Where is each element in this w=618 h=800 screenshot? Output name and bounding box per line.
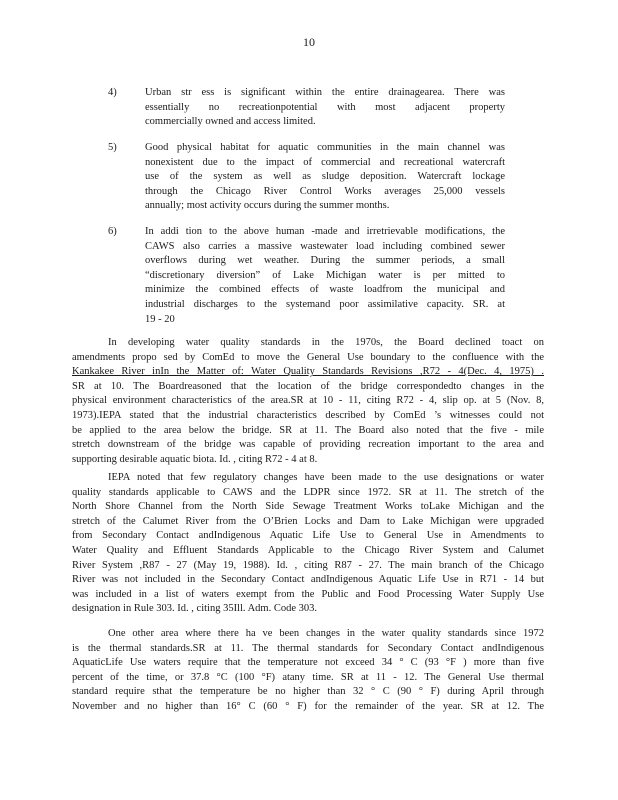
text-line: physical environment characteristics of the area.SR at 10 - 11, citing R72 - 4, slip op. at 5 (Nov. 8, [72,395,544,407]
text-line: “discretionary diversion” of Lake Michigan water is per mitted to [145,269,505,281]
list-number: 5) [108,142,117,153]
text-line: quality standards applicable to CAWS and the LDPR since 1972. SR at 11. The stretch of the [72,486,544,498]
text-line: through the Chicago River Control Works averages 25,000 vessels [145,185,505,197]
text-line: use of the system as well as sludge deposition. Watercraft lockage [145,171,505,183]
text-line: is the thermal standards.SR at 11. The thermal standards for Secondary Contact andIndigenous [72,642,544,654]
text-line: In developing water quality standards in the 1970s, the Board declined toact on [108,337,544,348]
text-line: River System ,R87 - 27 (May 19, 1988). Id. , citing R87 - 27. The main branch of the Chicago [72,559,544,571]
text-line: from Secondary Contact andIndigenous Aquatic Life Use to General Use in Amendments to [72,530,544,542]
text-line: IEPA noted that few regulatory changes have been made to the use designations or water [108,472,544,483]
text-line: essentially no recreationpotential with most adjacent property [145,101,505,113]
text-line: River was not included in the Secondary Contact andIndigenous Aquatic Life Use in R71 - 14 but [72,574,544,586]
body-paragraph [72,627,544,715]
text-line: In addi tion to the above human -made and irretrievable modifications, the [145,226,505,237]
text-line: overflows during wet weather. During the summer periods, a small [145,255,505,267]
text-line: AquaticLife Use waters require that the temperature not exceed 34 ° C (93 °F ) more than five [72,657,544,669]
text-line: CAWS also carries a massive wastewater load including combined sewer [145,240,505,252]
text-line: industrial discharges to the systemand poor assimilative capacity. SR. at [145,298,505,310]
text-line: One other area where there ha ve been changes in the water quality standards since 1972 [108,628,544,639]
body-paragraph [72,471,544,617]
text-line: designation in Rule 303. Id. , citing 35Ill. Adm. Code 303. [72,603,317,615]
text-line: November and no higher than 16° C (60 ° F) for the remainder of the year. SR at 12. The [72,700,544,712]
text-line: Urban str ess is significant within the entire drainagearea. There was [145,87,505,98]
text-line: Good physical habitat for aquatic communities in the main channel was [145,142,505,153]
text-line: Water Quality and Effluent Standards Applicable to the Chicago River System and Calumet [72,544,544,556]
text-line: was included in a list of waters exempt from the Public and Food Processing Water Supply Use [72,588,544,600]
text-line: 19 - 20 [145,313,175,325]
text-line: stretch downstream of the bridge was capable of providing recreation important to the area and [72,439,544,451]
text-line: supporting desirable aquatic biota. Id. , citing R72 - 4 at 8. [72,453,318,465]
list-number: 4) [108,87,117,98]
text-line: nonexistent due to the impact of commercial and recreational watercraft [145,156,505,168]
body-paragraph [72,336,544,467]
list-text [145,225,505,327]
list-text [145,141,505,214]
list-text [145,86,505,130]
text-line: be applied to the area below the bridge. SR at 11. The Board also noted that the five - mile [72,424,544,436]
text-line: percent of the time, or 37.8 °C (100 °F) atany time. SR at 11 - 12. The General Use thermal [72,671,544,683]
text-line: commercially owned and access limited. [145,116,316,128]
text-line: stretch of the Calumet River from the O’Brien Locks and Dam to Lake Michigan were upgraded [72,515,544,527]
text-line: amendments propo sed by ComEd to move the General Use boundary to the confluence with the [72,351,544,363]
text-line: annually; most activity occurs during the summer months. [145,200,390,212]
text-line: minimize the combined effects of waste loadfrom the municipal and [145,284,505,296]
list-number: 6) [108,226,117,237]
text-line: 1973).IEPA stated that the industrial characteristics described by ComEd ’s witnesses could not [72,409,544,421]
text-line: Kankakee River inIn the Matter of: Water Quality Standards Revisions ,R72 - 4(Dec. 4, 1975) . [72,366,544,378]
text-line: North Shore Channel from the North Side Sewage Treatment Works toLake Michigan and the [72,501,544,513]
page-number: 10 [303,35,315,49]
text-line: SR at 10. The Boardreasoned that the location of the bridge correspondedto changes in the [72,380,544,392]
text-line: standard require sthat the temperature be no higher than 32 ° C (90 ° F) during April through [72,686,544,698]
